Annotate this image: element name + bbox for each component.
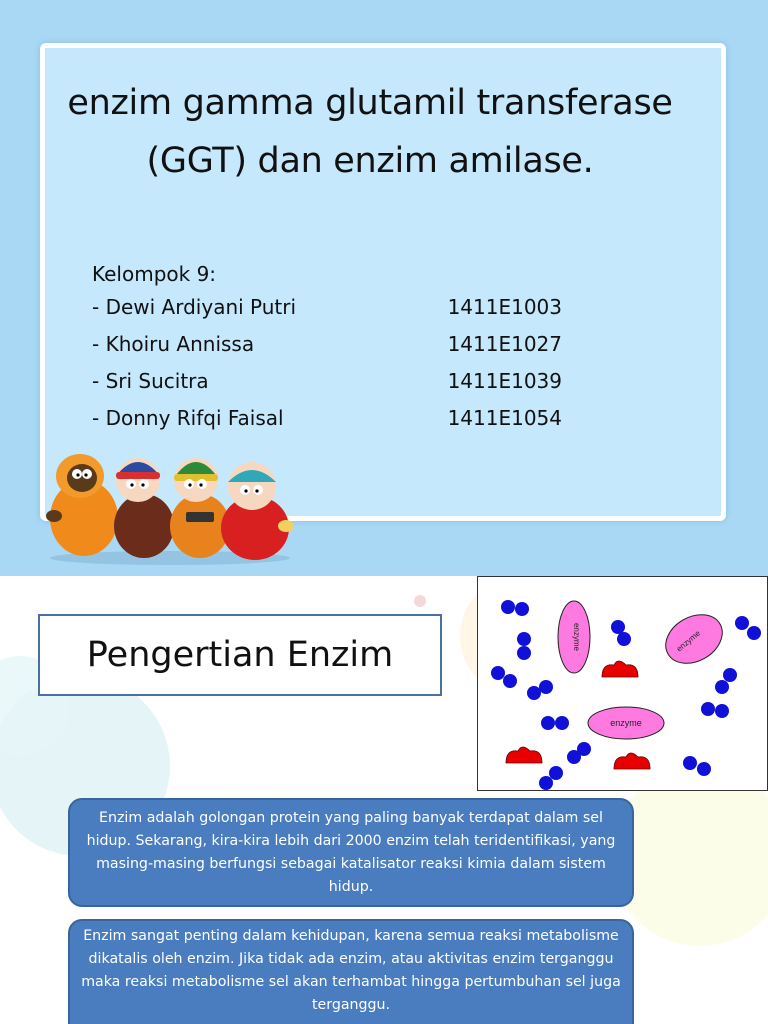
enzyme-shapes bbox=[558, 601, 731, 739]
member-name: - Donny Rifqi Faisal bbox=[92, 406, 284, 430]
enzyme-diagram bbox=[477, 576, 768, 791]
member-id: 1411E1027 bbox=[447, 332, 562, 356]
importance-textbox: Enzim sangat penting dalam kehidupan, karena semua reaksi metabolisme dikatalis oleh enzim. Jika tidak ada enzim, atau aktivitas enzim terganggu maka reaksi metabolisme sel akan terhambat hingga pertumbuhan sel juga terganggu. bbox=[68, 919, 634, 1024]
cartoon-characters-illustration bbox=[40, 446, 300, 566]
member-list bbox=[92, 292, 562, 440]
member-id: 1411E1054 bbox=[447, 406, 562, 430]
green-hat-character-icon bbox=[170, 458, 230, 558]
red-jacket-character-icon bbox=[221, 462, 294, 560]
slide-title bbox=[20, 74, 720, 190]
member-row bbox=[92, 403, 562, 440]
heading-box bbox=[38, 614, 442, 696]
definition-textbox: Enzim adalah golongan protein yang paling banyak terdapat dalam sel hidup. Sekarang, kira-kira lebih dari 2000 enzim telah teridentifikasi, yang masing-masing berfungsi sebagai katalisator reaksi kimia dalam sistem hidup. bbox=[68, 798, 634, 907]
hat-character-icon bbox=[114, 458, 174, 558]
member-name: - Khoiru Annissa bbox=[92, 332, 255, 356]
member-row bbox=[92, 292, 562, 329]
member-row bbox=[92, 366, 562, 403]
member-row bbox=[92, 329, 562, 366]
title-line-2: (GGT) dan enzim amilase. bbox=[146, 141, 594, 181]
group-label: Kelompok 9: bbox=[92, 262, 217, 286]
member-id: 1411E1039 bbox=[447, 369, 562, 393]
enzyme-label: enzyme bbox=[674, 628, 703, 654]
definition-slide bbox=[0, 576, 768, 1024]
member-name: - Dewi Ardiyani Putri bbox=[92, 295, 297, 319]
enzyme-label: enzyme bbox=[610, 718, 642, 728]
member-id: 1411E1003 bbox=[447, 295, 562, 319]
slide-heading: Pengertian Enzim bbox=[86, 635, 394, 675]
title-line-1: enzim gamma glutamil transferase bbox=[67, 83, 673, 123]
member-name: - Sri Sucitra bbox=[92, 369, 209, 393]
enzyme-diagram-svg bbox=[478, 577, 768, 792]
enzyme-label: enzyme bbox=[572, 622, 581, 652]
orange-character-icon bbox=[46, 454, 118, 556]
